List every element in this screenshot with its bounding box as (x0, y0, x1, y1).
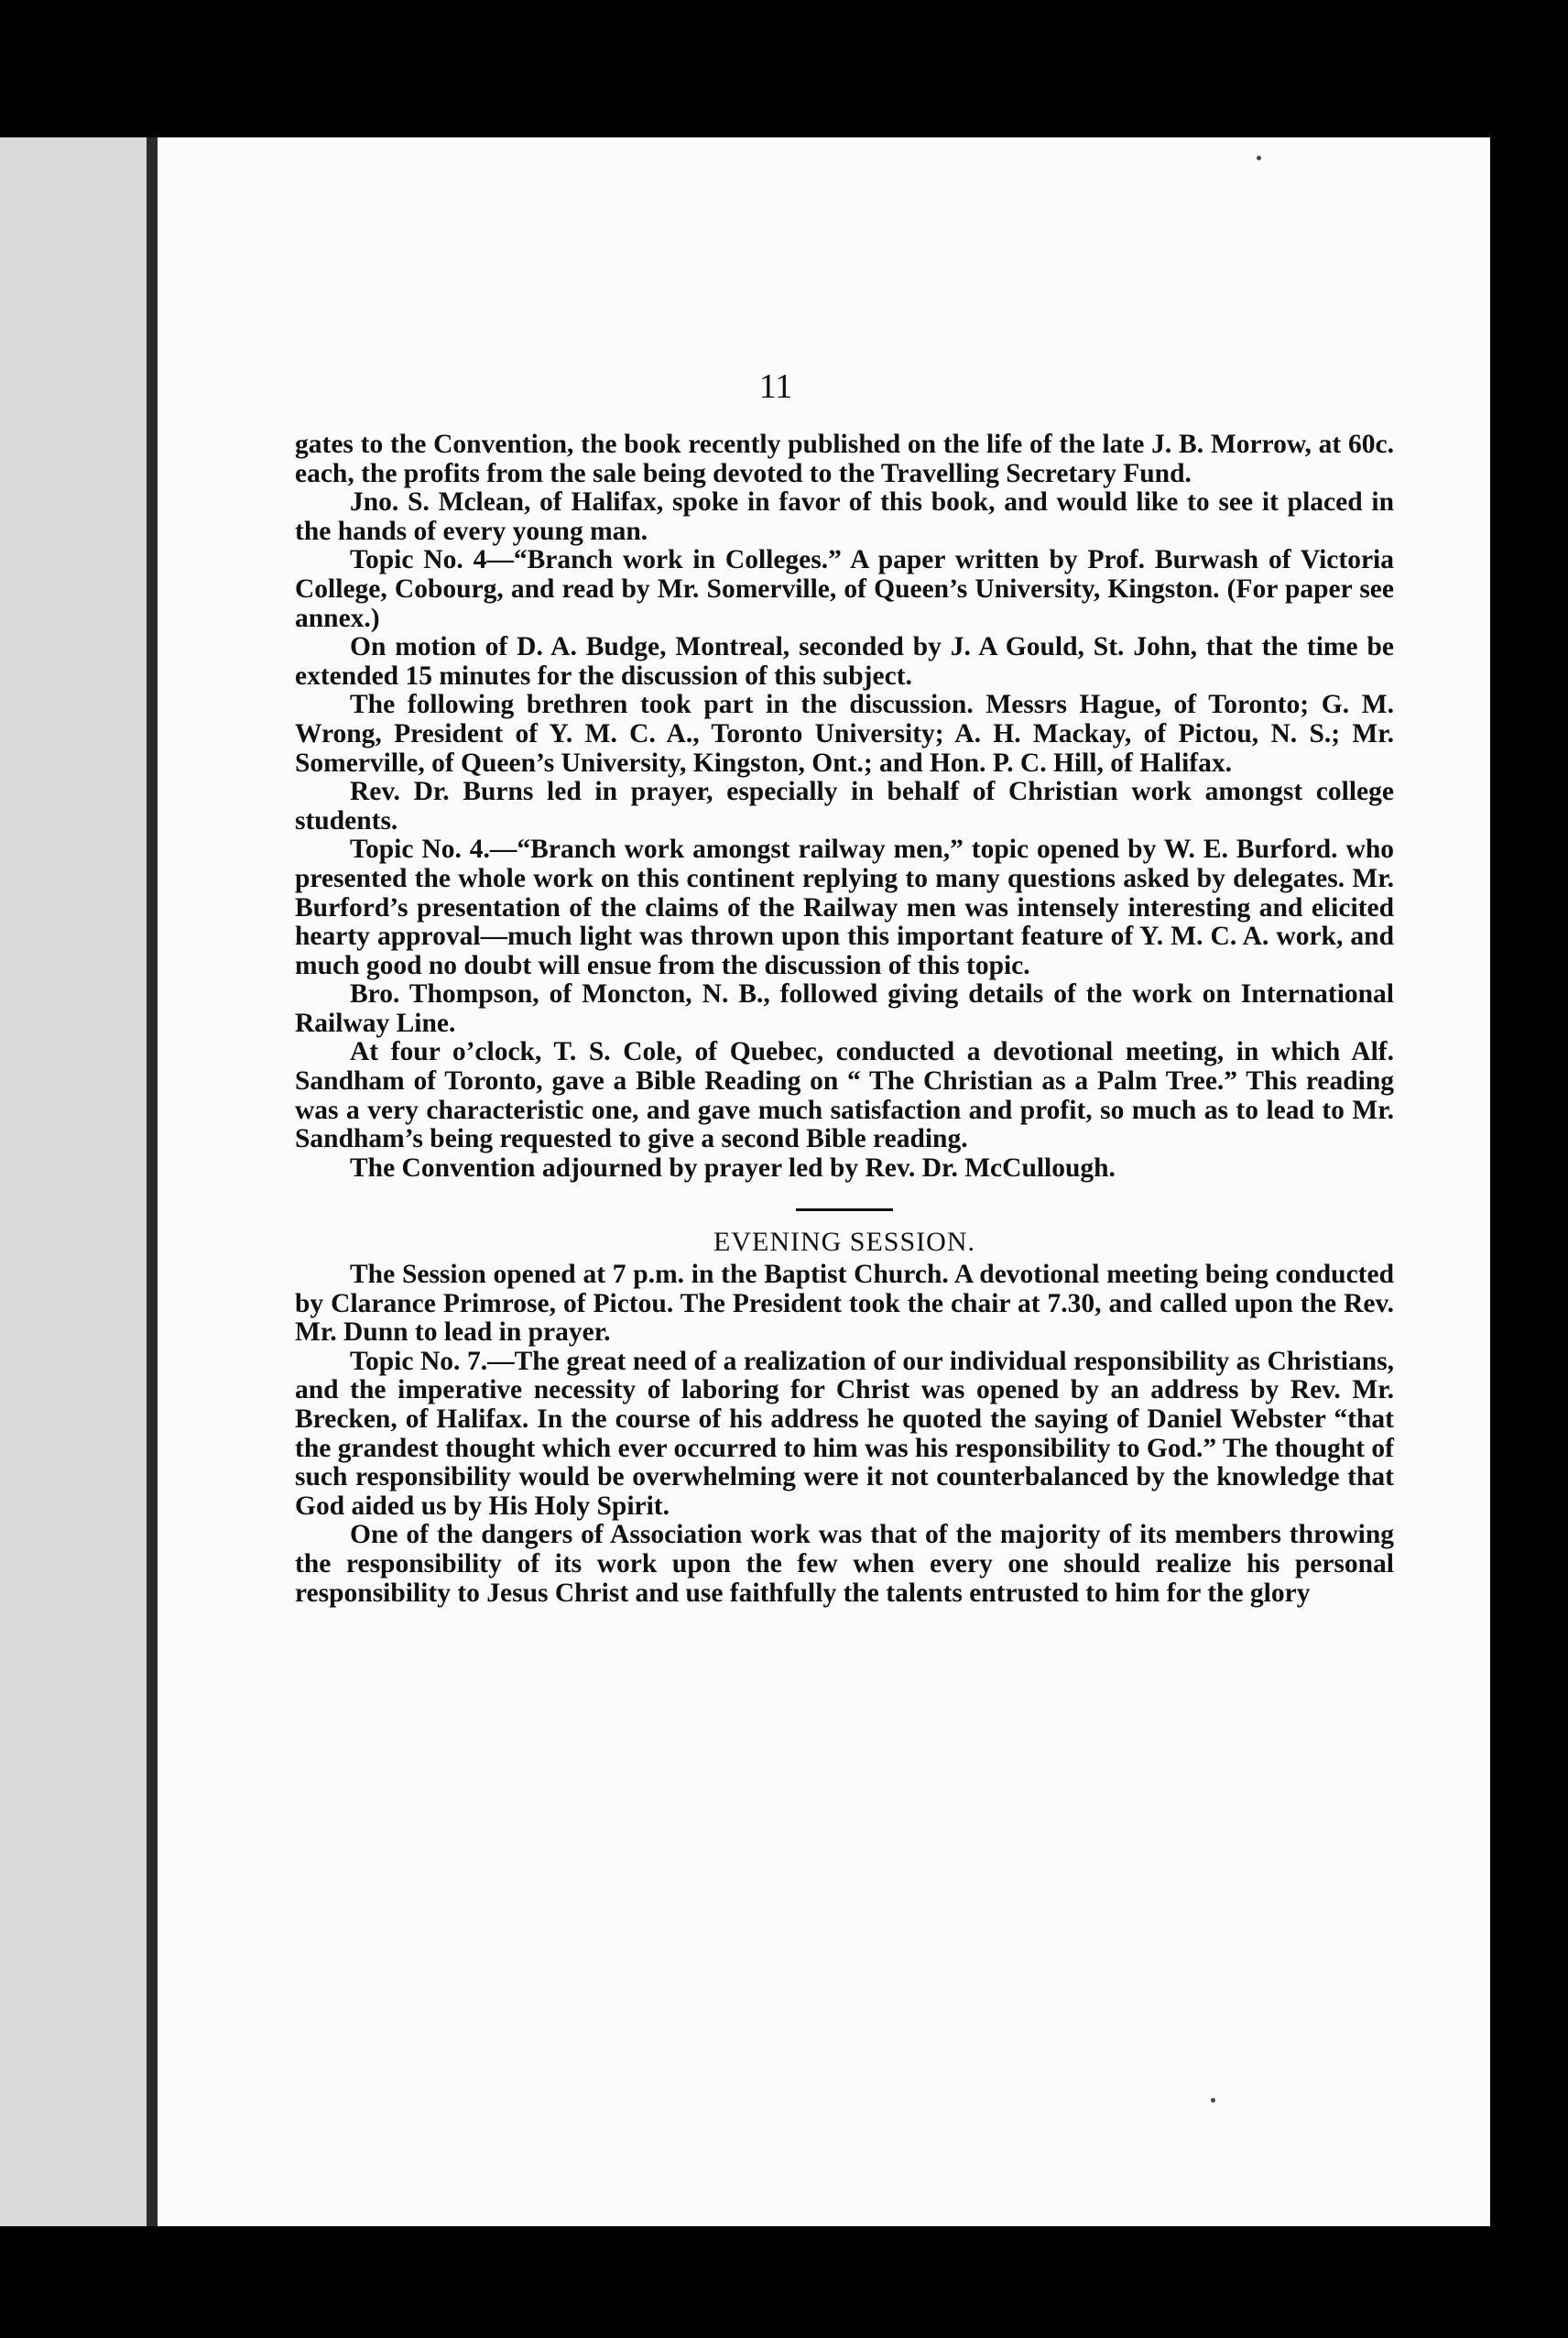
paragraph: The following brethren took part in the discussion. Messrs Hague, of Toronto; G. M. Wrong, President of Y. M. C. A., Toronto University; A. H. Mackay, of Pictou, N. S.; Mr. Somerville, of Queen’s University, Kingston, Ont.; and Hon. P. C. Hill, of Halifax. (295, 690, 1394, 778)
page-body (295, 431, 1394, 1608)
scan-speck (1257, 156, 1261, 160)
paragraph: On motion of D. A. Budge, Montreal, seconded by J. A Gould, St. John, that the time be extended 15 minutes for the discussion of this subject. (295, 632, 1394, 691)
document-page (158, 137, 1490, 2226)
section-divider (796, 1208, 893, 1211)
page-number: 11 (758, 367, 793, 406)
paragraph: Bro. Thompson, of Moncton, N. B., followed giving details of the work on International Railway Line. (295, 979, 1394, 1038)
paragraph: Topic No. 4—“Branch work in Colleges.” A paper written by Prof. Burwash of Victoria College, Cobourg, and read by Mr. Somerville, of Queen’s University, Kingston. (For paper see annex.) (295, 545, 1394, 633)
section-heading: EVENING SESSION. (713, 1227, 975, 1258)
paragraph: Topic No. 4.—“Branch work amongst railway men,” topic opened by W. E. Burford. who presented the whole work on this continent replying to many questions asked by delegates. Mr. Burford’s presentation of the claims of the Railway men was intensely interesting and elicited hearty approval—much light was thrown upon this important feature of Y. M. C. A. work, and much good no doubt will ensue from the discussion of this topic. (295, 835, 1394, 980)
paragraph: Rev. Dr. Burns led in prayer, especially in behalf of Christian work amongst college students. (295, 777, 1394, 836)
paragraph: Topic No. 7.—The great need of a realization of our individual responsibility as Christians, and the imperative necessity of laboring for Christ was opened by an address by Rev. Mr. Brecken, of Halifax. In the course of his address he quoted the saying of Daniel Webster “that the grandest thought which ever occurred to him was his responsibility to God.” The thought of such responsibility would be overwhelming were it not counterbalanced by the knowledge that God aided us by His Holy Spirit. (295, 1346, 1394, 1521)
paragraph: gates to the Convention, the book recently published on the life of the late J. B. Morrow, at 60c. each, the profits from the sale being devoted to the Travelling Secretary Fund. (295, 430, 1394, 488)
adjacent-page-edge (0, 137, 147, 2226)
evening-session-section (295, 1261, 1394, 1608)
paragraph: At four o’clock, T. S. Cole, of Quebec, conducted a devotional meeting, in which Alf. Sandham of Toronto, gave a Bible Reading on “ The Christian as a Palm Tree.” This reading was a very characteristic one, and gave much satisfaction and profit, so much as to lead to Mr. Sandham’s being requested to give a second Bible reading. (295, 1037, 1394, 1154)
paragraph: The Convention adjourned by prayer led by Rev. Dr. McCullough. (350, 1153, 1116, 1183)
scan-speck (1211, 2098, 1215, 2103)
book-spine-shadow (147, 137, 158, 2226)
paragraph: Jno. S. Mclean, of Halifax, spoke in favor of this book, and would like to see it placed in the hands of every young man. (295, 487, 1394, 546)
paragraph: One of the dangers of Association work was that of the majority of its members throwing the responsibility of its work upon the few when every one should realize his personal responsibility to Jesus Christ and use faithfully the talents entrusted to him for the glory (295, 1520, 1394, 1608)
paragraph: The Session opened at 7 p.m. in the Baptist Church. A devotional meeting being conducted by Clarance Primrose, of Pictou. The President took the chair at 7.30, and called upon the Rev. Mr. Dunn to lead in prayer. (295, 1260, 1394, 1348)
